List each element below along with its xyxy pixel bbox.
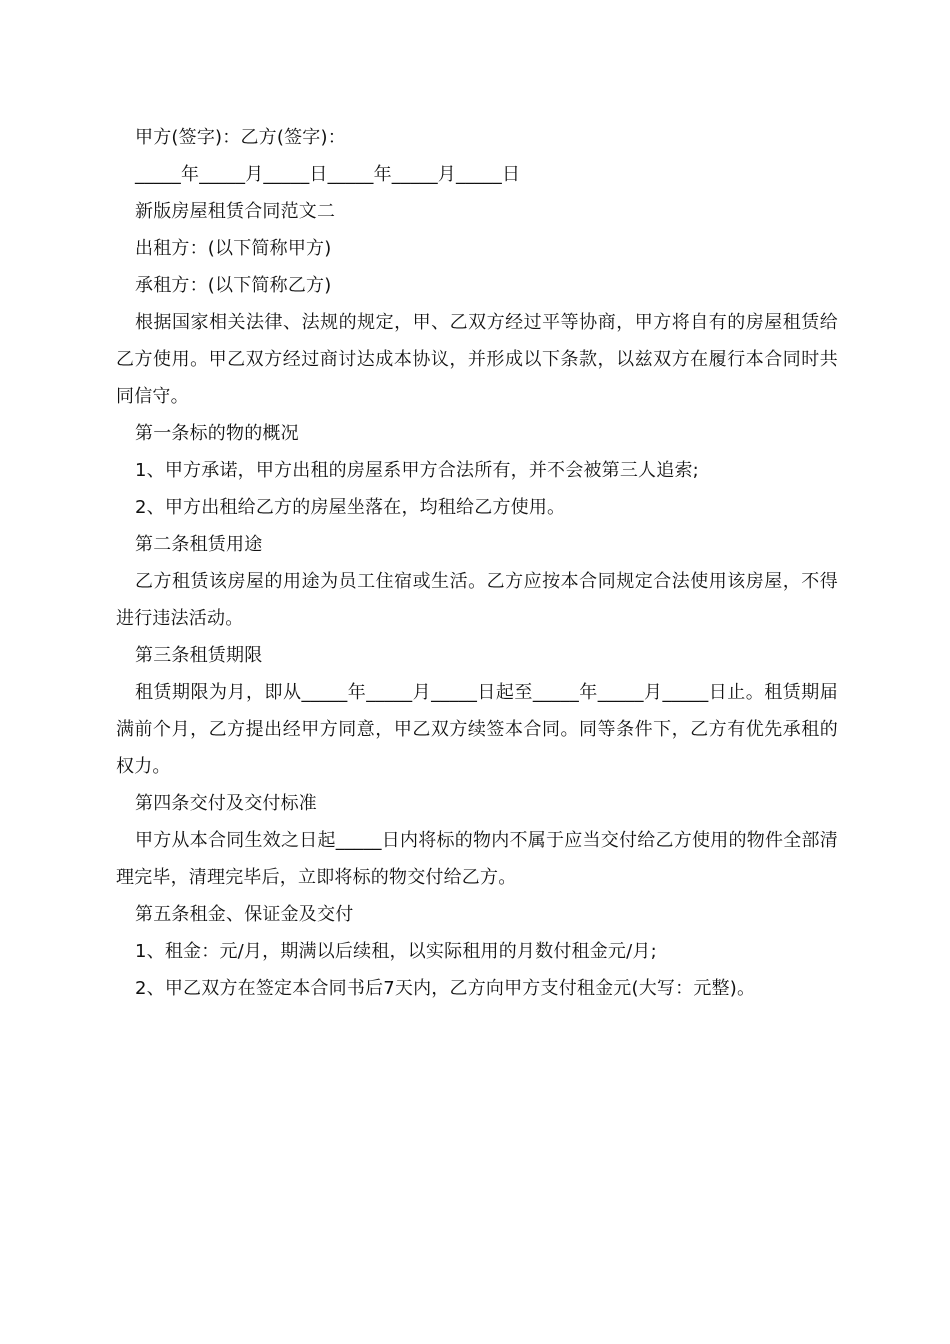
document-page [116,119,838,1007]
article2-body: 乙方租赁该房屋的用途为员工住宿或生活。乙方应按本合同规定合法使用该房屋，不得进行违法活动。 [116,571,838,629]
document-title: 新版房屋租赁合同范文二 [135,201,336,222]
article1-heading: 第一条标的物的概况 [135,423,299,444]
lessor-line: 出租方：(以下简称甲方) [135,238,332,259]
article4-body: 甲方从本合同生效之日起_____日内将标的物内不属于应当交付给乙方使用的物件全部清理完毕，清理完毕后，立即将标的物交付给乙方。 [116,830,838,888]
lessee-line: 承租方：(以下简称乙方) [135,275,332,296]
article1-item1: 1、甲方承诺，甲方出租的房屋系甲方合法所有，并不会被第三人追索; [135,460,699,481]
article3-heading: 第三条租赁期限 [135,645,263,666]
signature-line: 甲方(签字)：乙方(签字)： [135,127,346,148]
article1-item2: 2、甲方出租给乙方的房屋坐落在，均租给乙方使用。 [135,497,566,518]
article5-item1: 1、租金：元/月，期满以后续租，以实际租用的月数付租金元/月; [135,941,657,962]
article5-heading: 第五条租金、保证金及交付 [135,904,354,925]
article5-item2: 2、甲乙双方在签定本合同书后7天内，乙方向甲方支付租金元(大写：元整)。 [135,978,756,999]
article4-heading: 第四条交付及交付标准 [135,793,317,814]
article2-heading: 第二条租赁用途 [135,534,263,555]
article3-body: 租赁期限为月，即从_____年_____月_____日起至_____年_____月_____日止。租赁期届满前个月，乙方提出经甲方同意，甲乙双方续签本合同。同等条件下，乙方有优先承租的权力。 [116,682,838,777]
intro-paragraph: 根据国家相关法律、法规的规定，甲、乙双方经过平等协商，甲方将自有的房屋租赁给乙方使用。甲乙双方经过商讨达成本协议，并形成以下条款，以兹双方在履行本合同时共同信守。 [116,312,838,407]
date-line: _____年_____月_____日_____年_____月_____日 [135,164,521,185]
